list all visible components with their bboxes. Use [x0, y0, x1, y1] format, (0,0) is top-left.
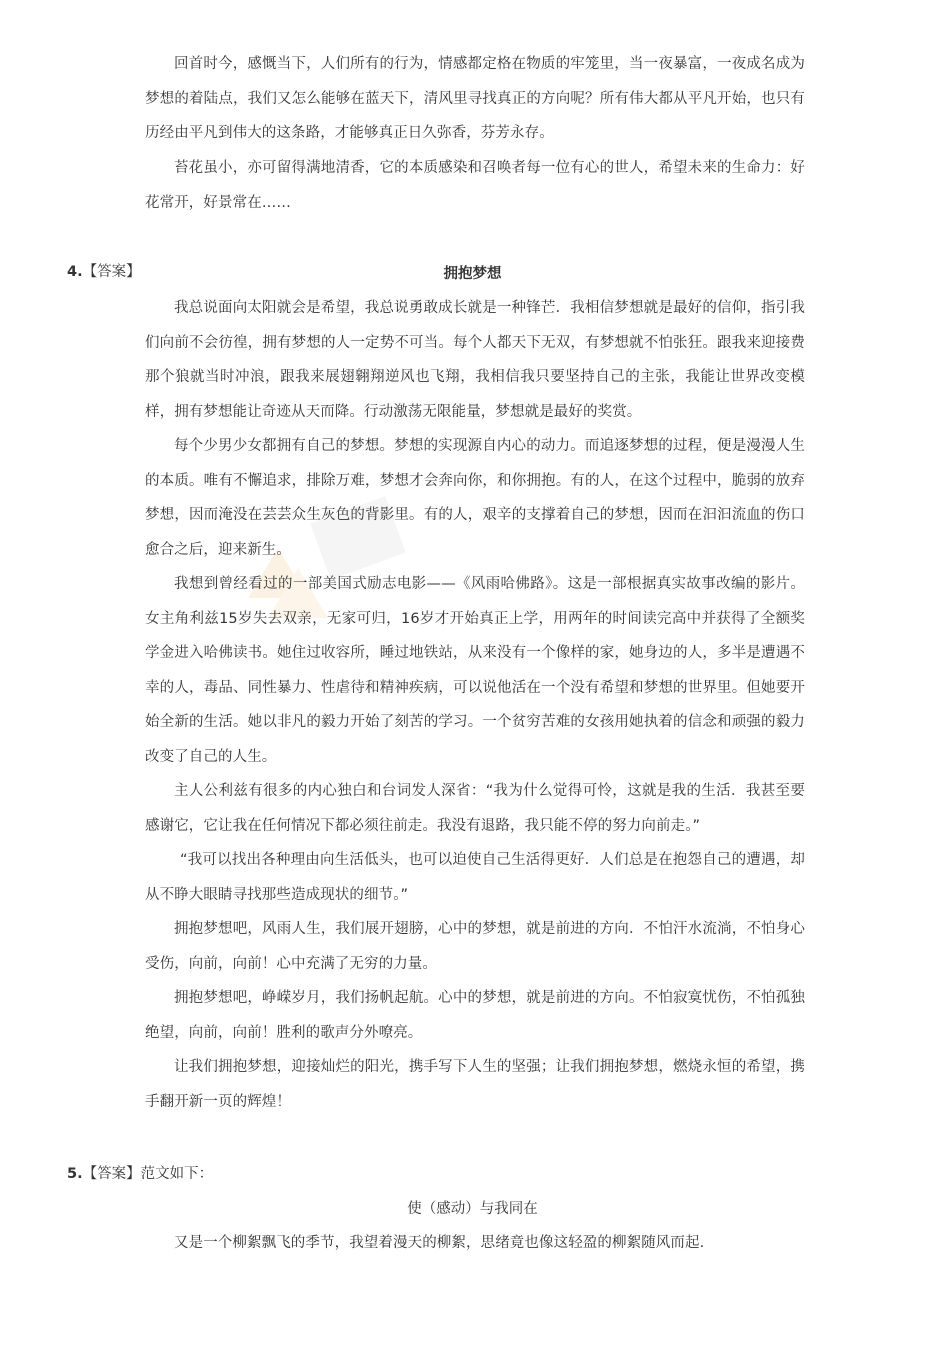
section4-paragraph-2: 每个少男少女都拥有自己的梦想。梦想的实现源自内心的动力。而追逐梦想的过程，便是漫漫人生的本质。唯有不懈追求，排除万难，梦想才会奔向你，和你拥抱。有的人，在这个过程中，脆弱的放弃梦想，因而淹没在芸芸众生灰色的背影里。有的人，艰辛的支撑着自己的梦想，因而在汩汩流血的伤口愈合之后，迎来新生。 — [145, 438, 805, 558]
section4-essay-title: 拥抱梦想 — [443, 266, 502, 282]
section4-answer-label — [67, 262, 141, 282]
section3-paragraph-2: 苔花虽小，亦可留得满地清香，它的本质感染和召唤者每一位有心的世人，希望未来的生命力：好花常开，好景常在…… — [145, 160, 805, 211]
section4-paragraph-6: 拥抱梦想吧，风雨人生，我们展开翅膀，心中的梦想，就是前进的方向．不怕汗水流淌，不怕身心受伤，向前，向前！心中充满了无穷的力量。 — [145, 921, 805, 972]
section4-number: 4. — [67, 264, 83, 280]
section5-essay-title: 使（感动）与我同在 — [407, 1201, 538, 1217]
section4-paragraph-7: 拥抱梦想吧，峥嵘岁月，我们扬帆起航。心中的梦想，就是前进的方向。不怕寂寞忧伤，不怕孤独绝望，向前，向前！胜利的歌声分外嘹亮。 — [145, 990, 805, 1041]
section3-paragraph-1: 回首时今，感慨当下，人们所有的行为，情感都定格在物质的牢笼里，当一夜暴富，一夜成名成为梦想的着陆点，我们又怎么能够在蓝天下，清风里寻找真正的方向呢？所有伟大都从平凡开始，也只有历经由平凡到伟大的这条路，才能够真正日久弥香，芬芳永存。 — [145, 56, 805, 142]
section4-paragraph-1: 我总说面向太阳就会是希望，我总说勇敢成长就是一种锋芒．我相信梦想就是最好的信仰，指引我们向前不会彷徨，拥有梦想的人一定势不可当。每个人都天下无双，有梦想就不怕张狂。跟我来迎接费那个狼就当时冲浪，跟我来展翅翱翔逆风也飞翔，我相信我只要坚持自己的主张，我能让世界改变模样，拥有梦想能让奇迹从天而降。行动激荡无限能量，梦想就是最好的奖赏。 — [145, 300, 805, 420]
section5-label: 【答案】范文如下： — [82, 1166, 214, 1182]
section4-paragraph-8: 让我们拥抱梦想，迎接灿烂的阳光，携手写下人生的坚强；让我们拥抱梦想，燃烧永恒的希望，携手翻开新一页的辉煌！ — [145, 1059, 805, 1110]
section5-answer-label — [67, 1164, 213, 1184]
section5-paragraph-1: 又是一个柳絮飘飞的季节，我望着漫天的柳絮，思绪竟也像这轻盈的柳絮随风而起. — [174, 1235, 705, 1251]
section4-paragraph-5: “我可以找出各种理由向生活低头，也可以迫使自己生活得更好．人们总是在抱怨自己的遭遇，却从不睁大眼睛寻找那些造成现状的细节。” — [145, 852, 805, 903]
section4-paragraph-3: 我想到曾经看过的一部美国式励志电影——《风雨哈佛路》。这是一部根据真实故事改编的影片。女主角利兹15岁失去双亲，无家可归，16岁才开始真正上学，用两年的时间读完高中并获得了全额奖学金进入哈佛读书。她住过收容所，睡过地铁站，从来没有一个像样的家，她身边的人，多半是遭遇不幸的人，毒品、同性暴力、性虐待和精神疾病，可以说他活在一个没有希望和梦想的世界里。但她要开始全新的生活。她以非凡的毅力开始了刻苦的学习。一个贫穷苦难的女孩用她执着的信念和顽强的毅力改变了自己的人生。 — [145, 576, 805, 765]
section4-paragraph-4: 主人公利兹有很多的内心独白和台词发人深省：“我为什么觉得可怜，这就是我的生活．我甚至要感谢它，它让我在任何情况下都必须往前走。我没有退路，我只能不停的努力向前走。” — [145, 783, 805, 834]
section4-label: 【答案】 — [82, 264, 141, 280]
section5-number: 5. — [67, 1166, 83, 1182]
